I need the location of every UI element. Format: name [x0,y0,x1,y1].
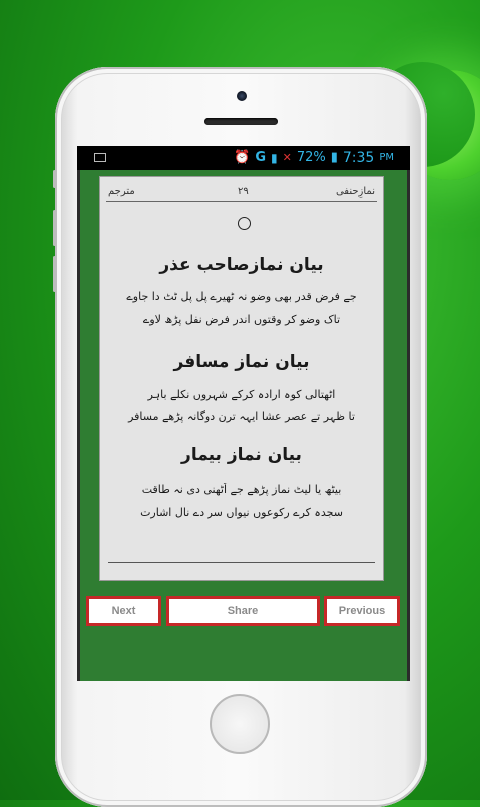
verse-line: اٹھتالی کوہ ارادہ کرکے شہروں نکلے باہر [147,388,336,401]
front-camera [237,91,247,101]
book-page-image [99,176,384,581]
section-heading: بیان نمازصاحب عذر [159,255,324,275]
verse-line: تا ظہر تے عصر عشا ایہہ ترن دوگانہ پڑھے مسافر [128,410,355,423]
verse-line: جے فرض قدر بھی وضو نہ ٹھیرے پل پل ٹٹ دا جاوے [126,290,357,303]
home-button[interactable] [210,694,270,754]
phone-volume-up-button [53,210,56,246]
next-button[interactable]: Next [86,596,161,626]
battery-percent: 72% [296,150,326,165]
page-bottom-rule [108,562,375,563]
phone-side-button [53,170,56,188]
verse-line: تاک وضو کر وقتوں اندر فرض نفل پڑھ لاوے [142,313,341,326]
clock-ampm: PM [379,152,394,163]
section-heading: بیان نمازِ بیمار [181,445,302,465]
app-content [80,170,407,681]
image-notification-icon [94,153,106,162]
alarm-icon: ⏰ [234,150,251,165]
page-header-book-title: نمازِحنفی [335,186,375,197]
section-heading: بیان نمازِ مسافر [173,352,310,372]
circle-ornament [238,217,251,230]
earpiece-speaker [204,118,278,125]
status-bar [77,146,410,170]
page-number: ۲۹ [238,186,249,197]
no-data-icon: ✕ [282,151,292,164]
signal-icon: ▮ [270,151,278,165]
network-type-label: G [255,150,266,165]
phone-volume-down-button [53,256,56,292]
page-header [106,185,377,202]
clock-time: 7:35 [342,150,375,166]
page-header-translator: مترجم [108,186,135,197]
share-button[interactable]: Share [166,596,320,626]
previous-button[interactable]: Previous [324,596,400,626]
battery-icon: ▮ [330,150,338,165]
phone-screen [77,146,410,681]
verse-line: بیٹھ یا لیٹ نماز پڑھے جے اُٹھنی دی نہ طاقت [141,483,342,496]
verse-line: سجدہ کرے رکوعوں نیواں سر دے نال اشارت [140,506,343,519]
